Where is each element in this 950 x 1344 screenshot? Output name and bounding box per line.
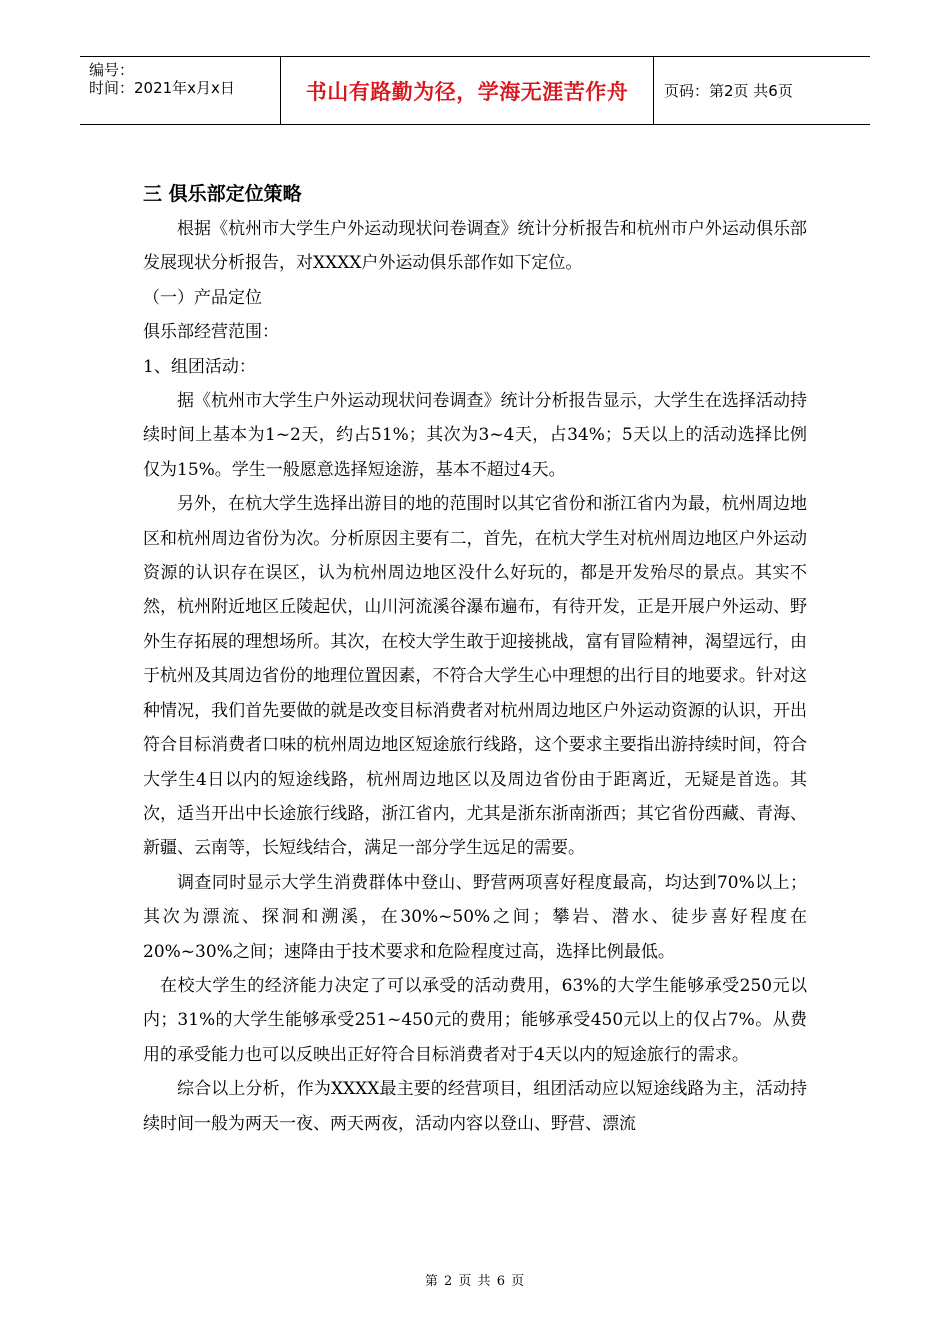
body-line: 俱乐部经营范围：	[143, 322, 279, 343]
header-page-info: 页码：第2页 共6页	[664, 82, 793, 100]
body-paragraph: 在校大学生的经济能力决定了可以承受的活动费用，63%的大学生能够承受250元以内；31%的大学生能够承受251~450元的费用；能够承受450元以上的仅占7%。从费用的承受能力也可以反映出正好符合目标消费者对于4天以内的短途旅行的需求。	[143, 975, 807, 1065]
page-footer: 第 2 页 共 6 页	[424, 1274, 526, 1289]
body-line: 1、组团活动：	[143, 356, 256, 377]
body-paragraph: 调查同时显示大学生消费群体中登山、野营两项喜好程度最高，均达到70%以上；其次为漂流、探洞和溯溪，在30%~50%之间；攀岩、潜水、徒步喜好程度在20%~30%之间；速降由于技术要求和危险程度过高，选择比例最低。	[143, 872, 807, 962]
document-header	[80, 56, 870, 125]
body-paragraph: 另外，在杭大学生选择出游目的地的范围时以其它省份和浙江省内为最，杭州周边地区和杭州周边省份为次。分析原因主要有二，首先，在杭大学生对杭州周边地区户外运动资源的认识存在误区，认为杭州周边地区没什么好玩的，都是开发殆尽的景点。其实不然，杭州附近地区丘陵起伏，山川河流溪谷瀑布遍布，有待开发，正是开展户外运动、野外生存拓展的理想场所。其次，在校大学生敢于迎接挑战，富有冒险精神，渴望远行，由于杭州及其周边省份的地理位置因素，不符合大学生心中理想的出行目的地要求。针对这种情况，我们首先要做的就是改变目标消费者对杭州周边地区户外运动资源的认识，开出符合目标消费者口味的杭州周边地区短途旅行线路，这个要求主要指出游持续时间，符合大学生4日以内的短途线路，杭州周边地区以及周边省份由于距离近，无疑是首选。其次，适当开出中长途旅行线路，浙江省内，尤其是浙东浙南浙西；其它省份西藏、青海、新疆、云南等，长短线结合，满足一部分学生远足的需要。	[143, 494, 807, 859]
document-number-label: 编号：	[89, 61, 135, 79]
body-paragraph: 综合以上分析，作为XXXX最主要的经营项目，组团活动应以短途线路为主，活动持续时间一般为两天一夜、两天两夜，活动内容以登山、野营、漂流	[143, 1079, 807, 1134]
section-title: 三 俱乐部定位策略	[143, 183, 302, 205]
body-paragraph: 据《杭州市大学生户外运动现状问卷调查》统计分析报告显示，大学生在选择活动持续时间上基本为1~2天，约占51%；其次为3~4天，占34%；5天以上的活动选择比例仅为15%。学生一般愿意选择短途游，基本不超过4天。	[143, 391, 807, 480]
header-meta-cell	[80, 57, 281, 124]
header-page-cell	[653, 57, 870, 124]
document-time-label: 时间：2021年x月x日	[89, 79, 235, 97]
header-motto: 书山有路勤为径，学海无涯苦作舟	[305, 79, 629, 104]
subsection-heading: （一）产品定位	[143, 287, 262, 308]
header-motto-cell	[281, 57, 654, 124]
document-body	[143, 176, 807, 1141]
body-paragraph: 根据《杭州市大学生户外运动现状问卷调查》统计分析报告和杭州市户外运动俱乐部发展现状分析报告，对XXXX户外运动俱乐部作如下定位。	[143, 219, 807, 274]
